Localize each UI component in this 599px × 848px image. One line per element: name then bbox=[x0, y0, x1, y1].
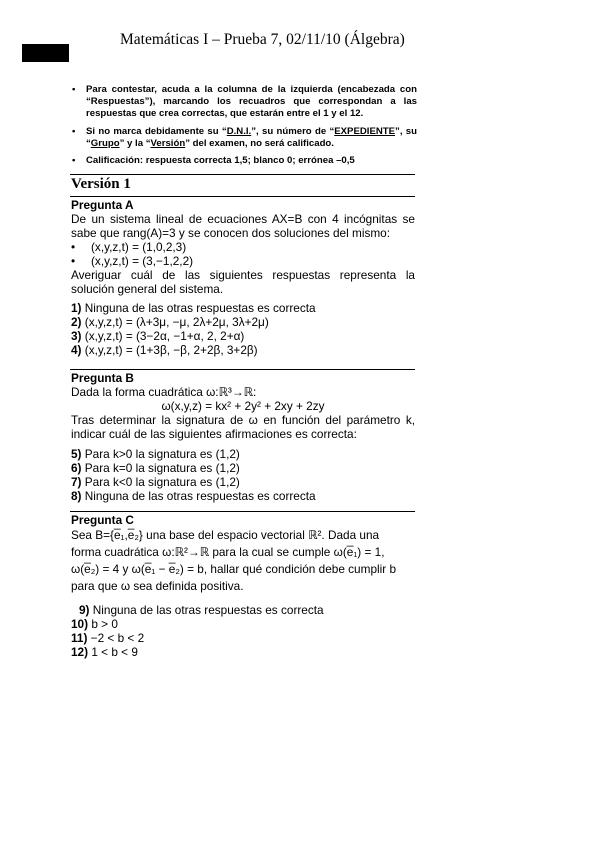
instruction-3: • Calificación: respuesta correcta 1,5; blanco 0; errónea –0,5 bbox=[72, 155, 417, 167]
redaction-box bbox=[22, 44, 69, 62]
answer-option: 6) Para k=0 la signatura es (1,2) bbox=[71, 461, 240, 475]
answer-option: 7) Para k<0 la signatura es (1,2) bbox=[71, 475, 240, 489]
question-a-question: Averiguar cuál de las siguientes respuestas representa la solución general del sistema. bbox=[71, 268, 415, 296]
divider bbox=[70, 174, 415, 175]
question-b-formula: ω(x,y,z) = kx² + 2y² + 2xy + 2zy bbox=[161, 399, 325, 413]
question-a-title: Pregunta A bbox=[71, 198, 134, 212]
question-a bbox=[71, 198, 415, 357]
instruction-2: • Si no marca debidamente su “D.N.I.”, su número de “EXPEDIENTE”, su “Grupo” y la “Versión” del examen, no será calificado. bbox=[72, 126, 417, 150]
question-c-title: Pregunta C bbox=[71, 513, 134, 527]
answer-option: 9) Ninguna de las otras respuestas es correcta bbox=[79, 603, 324, 617]
question-c-text-4: para que ω sea definida positiva. bbox=[71, 579, 244, 593]
question-b-question: Tras determinar la signatura de ω en función del parámetro k, indicar cuál de las siguientes afirmaciones es correcta: bbox=[71, 413, 415, 441]
question-b-title: Pregunta B bbox=[71, 371, 134, 385]
answer-option: 2) (x,y,z,t) = (λ+3μ, −μ, 2λ+2μ, 3λ+2μ) bbox=[71, 315, 269, 329]
divider bbox=[70, 196, 415, 197]
question-c bbox=[71, 513, 415, 659]
instruction-1: • Para contestar, acuda a la columna de la izquierda (encabezada con “Respuestas”), marcando los recuadros que correspondan a las respuestas que crea correctas, que estarán entre el 1 y el 12. bbox=[72, 84, 417, 121]
question-a-solution-1: • (x,y,z,t) = (1,0,2,3) bbox=[71, 240, 415, 254]
question-c-text-2: forma cuadrática ω:ℝ²→ℝ para la cual se cumple ω(e̅₁) = 1, bbox=[71, 545, 385, 559]
question-c-text-1: Sea B={e̅₁,e̅₂} una base del espacio vectorial ℝ². Dada una bbox=[71, 528, 380, 542]
answer-option: 8) Ninguna de las otras respuestas es correcta bbox=[71, 489, 316, 503]
question-b bbox=[71, 371, 415, 503]
question-c-text-3: ω(e̅₂) = 4 y ω(e̅₁ − e̅₂) = b, hallar qué condición debe cumplir b bbox=[71, 562, 397, 576]
answer-option: 4) (x,y,z,t) = (1+3β, −β, 2+2β, 3+2β) bbox=[71, 343, 258, 357]
divider bbox=[70, 511, 415, 512]
answer-option: 1) Ninguna de las otras respuestas es correcta bbox=[71, 301, 316, 315]
answer-option: 12) 1 < b < 9 bbox=[71, 645, 138, 659]
question-a-solution-2: • (x,y,z,t) = (3,−1,2,2) bbox=[71, 254, 415, 268]
answer-option: 11) −2 < b < 2 bbox=[71, 631, 145, 645]
question-b-intro: Dada la forma cuadrática ω:ℝ³→ℝ: bbox=[71, 385, 257, 399]
answer-option: 10) b > 0 bbox=[71, 617, 118, 631]
page-header: Matemáticas I – Prueba 7, 02/11/10 (Álgebra) bbox=[120, 31, 405, 48]
answer-option: 5) Para k>0 la signatura es (1,2) bbox=[71, 447, 240, 461]
divider bbox=[70, 369, 415, 370]
answer-option: 3) (x,y,z,t) = (3−2α, −1+α, 2, 2+α) bbox=[71, 329, 245, 343]
version-title: Versión 1 bbox=[71, 176, 131, 192]
question-a-intro: De un sistema lineal de ecuaciones AX=B con 4 incógnitas se sabe que rang(A)=3 y se conocen dos soluciones del mismo: bbox=[71, 212, 415, 240]
instructions bbox=[72, 84, 417, 172]
